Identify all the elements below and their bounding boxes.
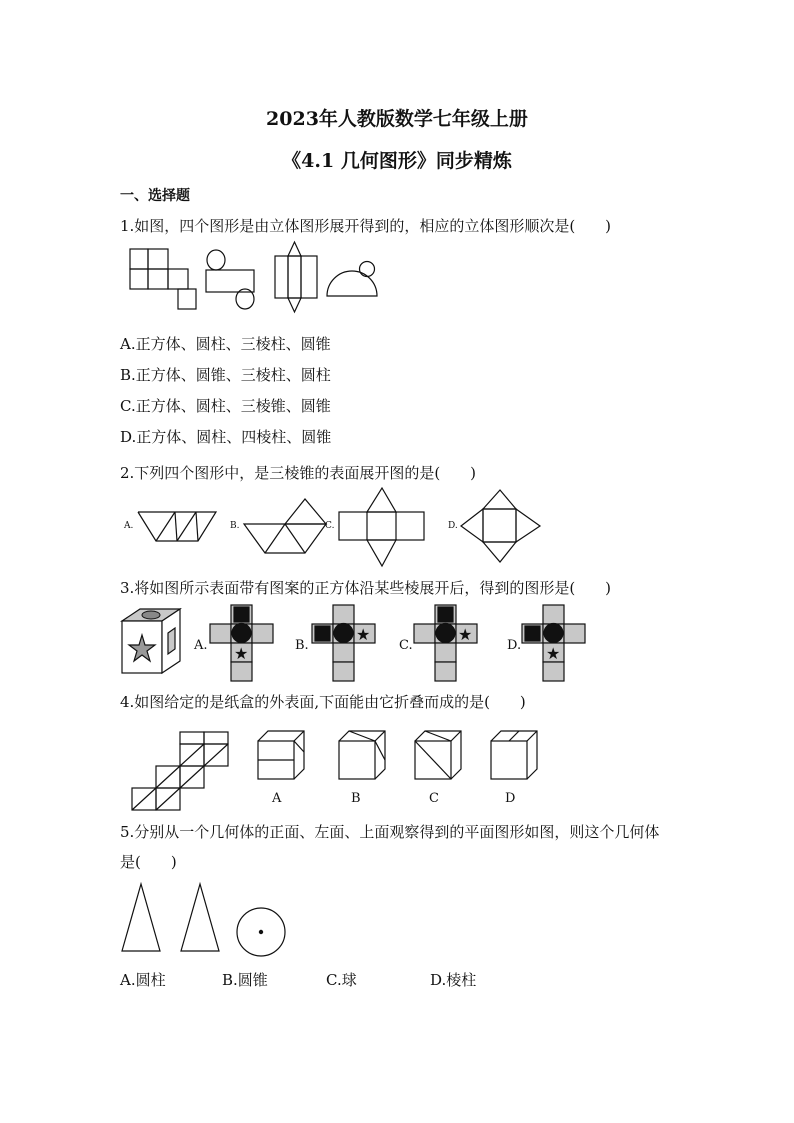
svg-text:★: ★ xyxy=(356,625,371,644)
question-5-figures xyxy=(120,882,290,954)
question-2-figures xyxy=(120,486,550,566)
svg-text:★: ★ xyxy=(546,644,561,663)
cone-net-figure xyxy=(327,262,377,297)
q3-label-a: A. xyxy=(194,638,208,653)
question-5-text-line2: 是( ) xyxy=(120,853,177,871)
cube-net-figure xyxy=(130,249,196,309)
q4-cube-b xyxy=(339,731,385,779)
q2-label-c: C. xyxy=(325,521,335,531)
q4-label-c: C xyxy=(429,791,439,806)
question-3-figures xyxy=(118,603,588,681)
prism-net-figure xyxy=(275,242,317,312)
question-2-text: 2.下列四个图形中，是三棱锥的表面展开图的是( ) xyxy=(120,464,477,482)
question-5-text-line1: 5.分别从一个几何体的正面、左面、上面观察得到的平面图形如图，则这个几何体 xyxy=(120,823,660,841)
left-view-triangle xyxy=(181,884,219,951)
question-1-figures xyxy=(120,240,390,312)
q4-cube-c xyxy=(415,731,461,779)
svg-text:★: ★ xyxy=(234,644,249,663)
q2-label-b: B. xyxy=(230,521,240,531)
q4-cube-d xyxy=(491,731,537,779)
q2-figure-b xyxy=(244,499,326,553)
question-3-text: 3.将如图所示表面带有图案的正方体沿某些棱展开后，得到的图形是( ) xyxy=(120,579,612,597)
q4-box-net xyxy=(132,732,228,810)
q3-net-a xyxy=(210,605,273,681)
front-view-triangle xyxy=(122,884,160,951)
svg-text:★: ★ xyxy=(458,625,473,644)
question-4-text: 4.如图给定的是纸盒的外表面,下面能由它折叠而成的是( ) xyxy=(120,693,526,711)
q4-cube-a xyxy=(258,731,304,779)
question-5-option-d[interactable]: D.棱柱 xyxy=(430,971,477,989)
q3-label-b: B. xyxy=(295,638,309,653)
page-subtitle: 《4.1 几何图形》同步精炼 xyxy=(282,150,512,172)
q3-label-c: C. xyxy=(399,638,413,653)
q4-label-d: D xyxy=(505,791,516,806)
q4-label-b: B xyxy=(351,791,361,806)
q2-figure-d xyxy=(461,490,540,562)
question-1-text: 1.如图，四个图形是由立体图形展开得到的，相应的立体图形顺次是( ) xyxy=(120,217,612,235)
top-view-center-dot xyxy=(259,930,262,933)
q2-label-a: A. xyxy=(124,521,134,531)
question-1-option-b[interactable]: B.正方体、圆锥、三棱柱、圆柱 xyxy=(120,366,331,384)
question-1-option-a[interactable]: A.正方体、圆柱、三棱柱、圆锥 xyxy=(120,335,331,353)
question-5-option-a[interactable]: A.圆柱 xyxy=(120,971,166,989)
page-title: 2023年人教版数学七年级上册 xyxy=(266,108,528,130)
question-5-option-b[interactable]: B.圆锥 xyxy=(222,971,268,989)
question-1-option-d[interactable]: D.正方体、圆柱、四棱柱、圆锥 xyxy=(120,428,332,446)
question-4-figures xyxy=(128,730,548,812)
q2-figure-a xyxy=(138,512,216,541)
q3-net-c xyxy=(414,605,477,681)
cylinder-net-figure xyxy=(206,250,254,309)
question-5-option-c[interactable]: C.球 xyxy=(326,971,357,989)
section-heading: 一、选择题 xyxy=(120,188,190,204)
q3-label-d: D. xyxy=(507,638,522,653)
q2-figure-c xyxy=(339,488,424,566)
question-1-option-c[interactable]: C.正方体、圆柱、三棱锥、圆锥 xyxy=(120,397,331,415)
q3-net-d xyxy=(522,605,585,681)
q2-label-d: D. xyxy=(448,521,458,531)
q3-patterned-cube xyxy=(122,609,180,673)
q4-label-a: A xyxy=(272,791,282,806)
q3-net-b xyxy=(312,605,375,681)
